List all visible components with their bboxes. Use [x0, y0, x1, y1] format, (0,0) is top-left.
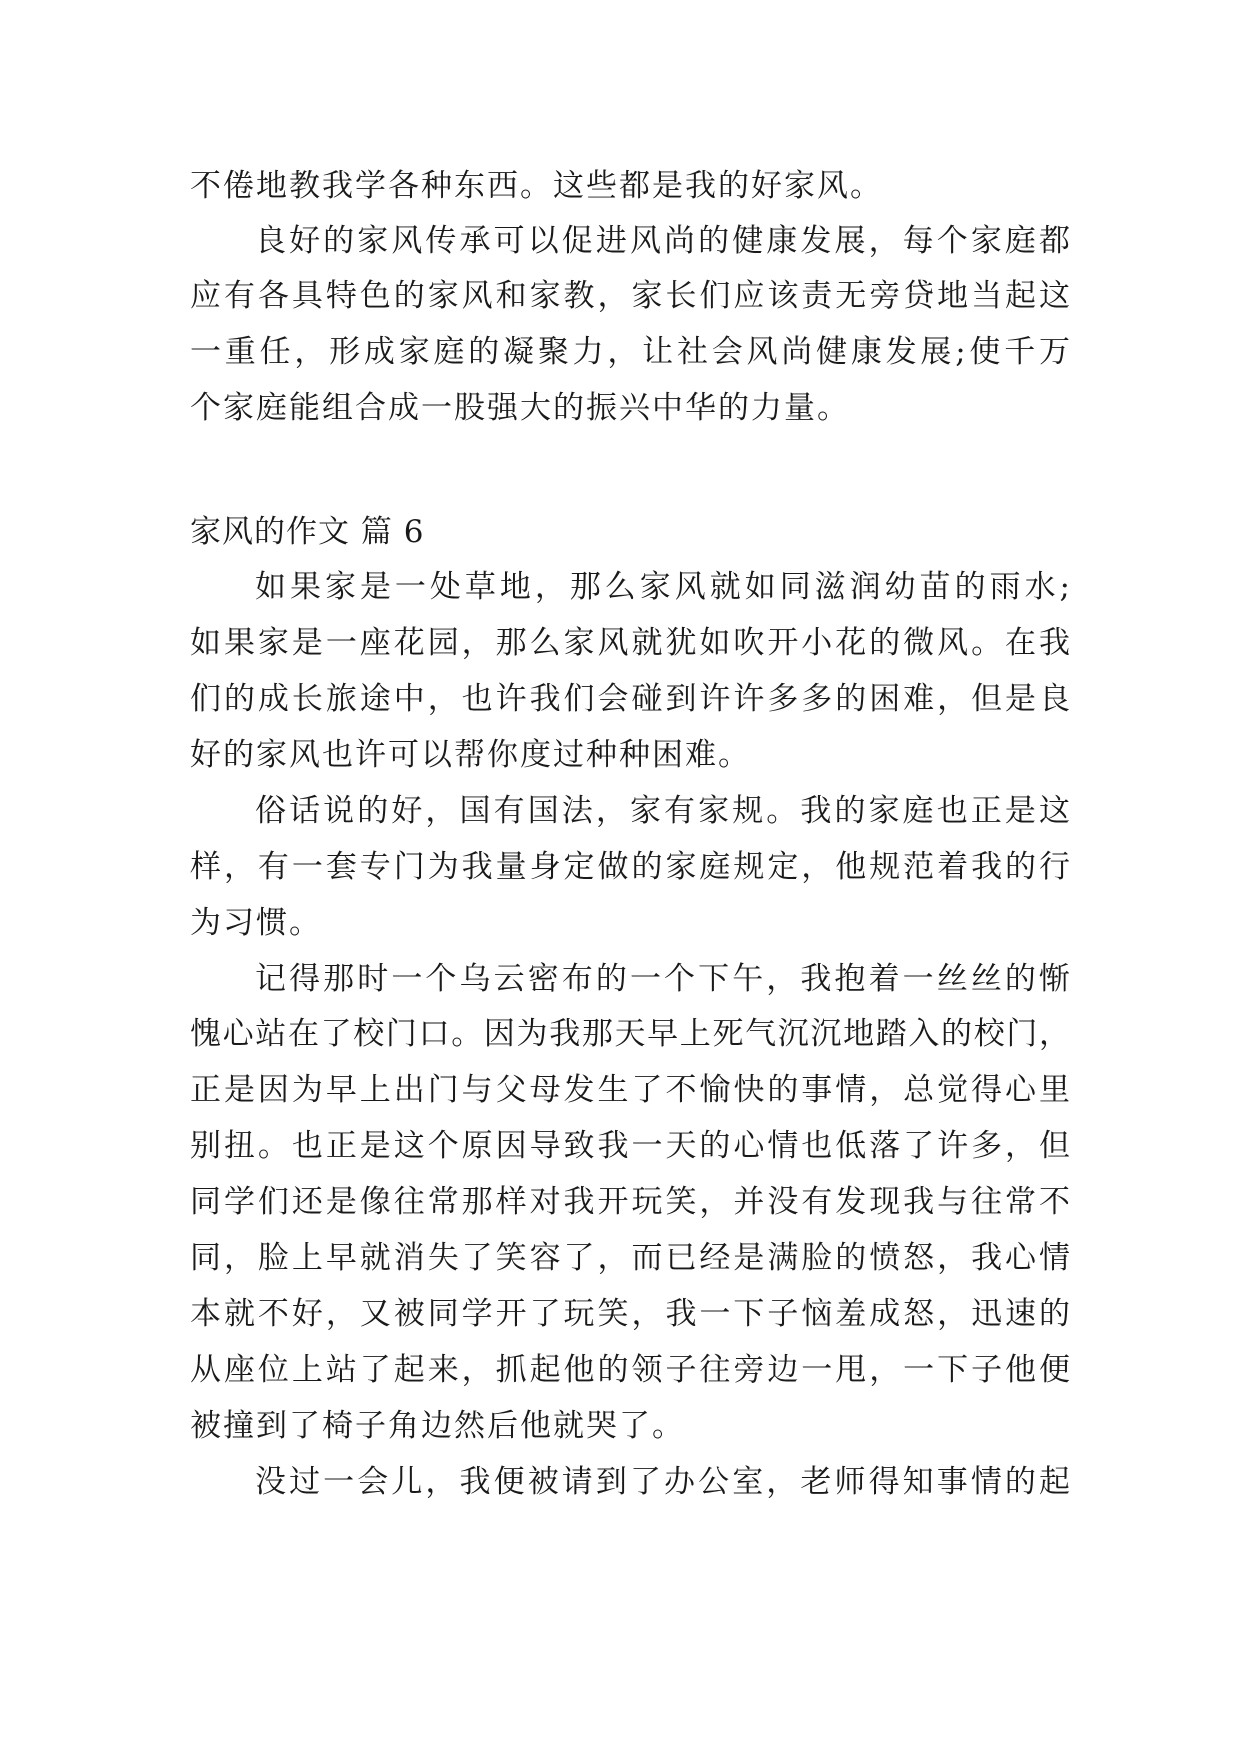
paragraph-line: 不倦地教我学各种东西。这些都是我的好家风。 — [190, 168, 883, 204]
paragraph-line: 从座位上站了起来，抓起他的领子往旁边一甩，一下子他便 — [190, 1352, 1070, 1388]
paragraph-line: 俗话说的好，国有国法，家有家规。我的家庭也正是这 — [255, 793, 1070, 829]
paragraph-line: 本就不好，又被同学开了玩笑，我一下子恼羞成怒，迅速的 — [190, 1296, 1070, 1332]
paragraph-line: 如果家是一座花园，那么家风就犹如吹开小花的微风。在我 — [190, 625, 1070, 661]
paragraph-line: 一重任，形成家庭的凝聚力，让社会风尚健康发展;使千万 — [190, 334, 1070, 370]
paragraph-line: 如果家是一处草地，那么家风就如同滋润幼苗的雨水; — [255, 569, 1070, 605]
paragraph-line: 记得那时一个乌云密布的一个下午，我抱着一丝丝的惭 — [255, 961, 1070, 997]
paragraph-line: 应有各具特色的家风和家教，家长们应该责无旁贷地当起这 — [190, 278, 1070, 314]
paragraph-line: 愧心站在了校门口。因为我那天早上死气沉沉地踏入的校门， — [190, 1016, 1070, 1052]
paragraph-line: 好的家风也许可以帮你度过种种困难。 — [190, 737, 751, 773]
paragraph-line: 没过一会儿，我便被请到了办公室，老师得知事情的起 — [255, 1464, 1070, 1500]
paragraph-line: 同，脸上早就消失了笑容了，而已经是满脸的愤怒，我心情 — [190, 1240, 1070, 1276]
paragraph-line: 别扭。也正是这个原因导致我一天的心情也低落了许多，但 — [190, 1128, 1070, 1164]
paragraph-line: 良好的家风传承可以促进风尚的健康发展，每个家庭都 — [255, 223, 1070, 259]
paragraph-line: 个家庭能组合成一股强大的振兴中华的力量。 — [190, 390, 850, 426]
paragraph-line: 为习惯。 — [190, 905, 322, 941]
paragraph-line: 样，有一套专门为我量身定做的家庭规定，他规范着我的行 — [190, 849, 1070, 885]
paragraph-line: 正是因为早上出门与父母发生了不愉快的事情，总觉得心里 — [190, 1072, 1070, 1108]
paragraph-line: 同学们还是像往常那样对我开玩笑，并没有发现我与往常不 — [190, 1184, 1070, 1220]
paragraph-line: 被撞到了椅子角边然后他就哭了。 — [190, 1408, 685, 1444]
paragraph-line: 们的成长旅途中，也许我们会碰到许许多多的困难，但是良 — [190, 681, 1070, 717]
section-heading: 家风的作文 篇 6 — [190, 514, 425, 550]
